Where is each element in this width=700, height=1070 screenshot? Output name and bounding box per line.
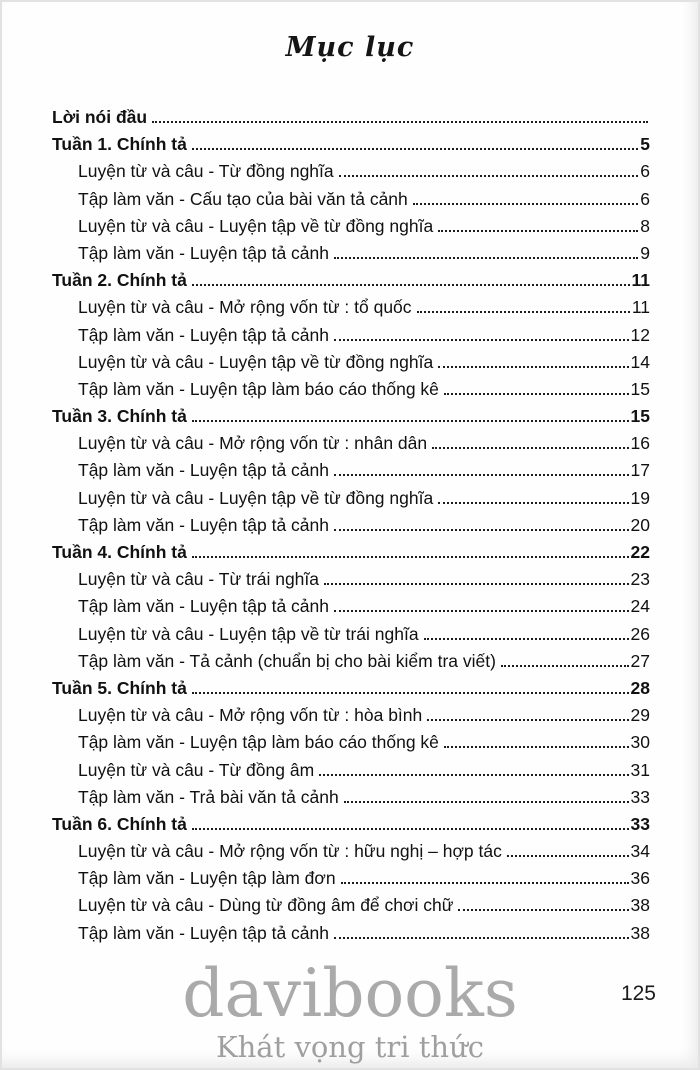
watermark-slogan: Khát vọng tri thức bbox=[215, 1030, 485, 1064]
toc-leader-dots bbox=[424, 638, 629, 640]
toc-entry-label: Luyện từ và câu - Luyện tập về từ đồng nghĩa bbox=[78, 351, 434, 372]
toc-entry-page: 36 bbox=[630, 868, 650, 889]
toc-entry bbox=[52, 240, 650, 267]
toc-entry-page: 22 bbox=[630, 542, 650, 562]
toc-entry bbox=[52, 757, 650, 784]
toc-leader-dots bbox=[438, 230, 638, 232]
toc-entry bbox=[52, 621, 650, 648]
toc-leader-dots bbox=[324, 583, 629, 585]
toc-entry bbox=[52, 430, 650, 457]
toc-entry bbox=[52, 892, 650, 919]
toc-entry bbox=[52, 158, 650, 185]
toc-leader-dots bbox=[334, 529, 629, 531]
toc-entry-label: Luyện từ và câu - Từ trái nghĩa bbox=[78, 569, 320, 590]
toc-entry-page: 38 bbox=[630, 895, 650, 916]
toc-entry-page: 19 bbox=[630, 487, 650, 508]
watermark bbox=[0, 955, 700, 1064]
toc-leader-dots bbox=[192, 420, 629, 422]
toc-entry-label: Tuần 3. Chính tả bbox=[52, 406, 187, 427]
toc-entry-page: 8 bbox=[640, 215, 650, 236]
toc-entry bbox=[52, 784, 650, 811]
toc-entry bbox=[52, 811, 650, 838]
toc-entry bbox=[52, 376, 650, 403]
toc-entry-page: 15 bbox=[630, 378, 650, 399]
toc-leader-dots bbox=[344, 801, 629, 803]
toc-entry-page: 9 bbox=[640, 242, 650, 263]
toc-entry-label: Tập làm văn - Cấu tạo của bài văn tả cảnh bbox=[78, 188, 408, 209]
toc-entry bbox=[52, 566, 650, 593]
toc-entry bbox=[52, 131, 650, 158]
toc-entry-page: 38 bbox=[630, 922, 650, 943]
toc-entry-label: Tập làm văn - Luyện tập làm báo cáo thống kê bbox=[78, 378, 439, 399]
toc-leader-dots bbox=[192, 828, 629, 830]
toc-leader-dots bbox=[152, 121, 648, 123]
toc-leader-dots bbox=[192, 284, 630, 286]
toc-entry-label: Tuần 2. Chính tả bbox=[52, 270, 187, 291]
toc-list bbox=[52, 104, 650, 947]
toc-leader-dots bbox=[192, 556, 629, 558]
toc-entry-label: Tập làm văn - Trả bài văn tả cảnh bbox=[78, 786, 339, 807]
toc-entry bbox=[52, 403, 650, 430]
toc-entry-page: 30 bbox=[630, 732, 650, 753]
toc-entry bbox=[52, 294, 650, 321]
toc-entry bbox=[52, 675, 650, 702]
toc-entry-label: Tập làm văn - Luyện tập tả cảnh bbox=[78, 324, 329, 345]
toc-entry bbox=[52, 593, 650, 620]
toc-entry-page: 28 bbox=[630, 677, 650, 698]
toc-entry bbox=[52, 648, 650, 675]
toc-entry bbox=[52, 920, 650, 947]
toc-entry-page: 6 bbox=[640, 161, 650, 182]
toc-entry bbox=[52, 838, 650, 865]
toc-entry-label: Luyện từ và câu - Dùng từ đồng âm để chơi chữ bbox=[78, 895, 454, 916]
toc-entry bbox=[52, 865, 650, 892]
toc-entry-page: 23 bbox=[630, 569, 650, 590]
toc-leader-dots bbox=[458, 909, 628, 911]
toc-entry-label: Tuần 5. Chính tả bbox=[52, 677, 187, 698]
toc-entry-page: 12 bbox=[630, 324, 650, 345]
toc-entry-label: Luyện từ và câu - Mở rộng vốn từ : hòa bình bbox=[78, 705, 423, 726]
toc-entry-page: 27 bbox=[630, 650, 650, 671]
toc-entry-label: Tập làm văn - Luyện tập tả cảnh bbox=[78, 596, 329, 617]
toc-leader-dots bbox=[334, 937, 629, 939]
toc-leader-dots bbox=[507, 855, 629, 857]
toc-leader-dots bbox=[501, 665, 629, 667]
toc-entry-page: 14 bbox=[630, 351, 650, 372]
toc-leader-dots bbox=[192, 692, 629, 694]
toc-leader-dots bbox=[413, 203, 638, 205]
toc-entry bbox=[52, 213, 650, 240]
toc-entry-label: Tập làm văn - Tả cảnh (chuẩn bị cho bài kiểm tra viết) bbox=[78, 650, 496, 671]
toc-leader-dots bbox=[334, 474, 629, 476]
toc-entry bbox=[52, 485, 650, 512]
toc-entry-label: Luyện từ và câu - Mở rộng vốn từ : tổ quốc bbox=[78, 297, 412, 318]
toc-entry-label: Tập làm văn - Luyện tập tả cảnh bbox=[78, 922, 329, 943]
toc-entry-label: Tập làm văn - Luyện tập làm đơn bbox=[78, 868, 336, 889]
toc-entry bbox=[52, 349, 650, 376]
toc-leader-dots bbox=[334, 610, 629, 612]
toc-entry-label: Tuần 4. Chính tả bbox=[52, 542, 187, 562]
toc-entry-label: Luyện từ và câu - Từ đồng âm bbox=[78, 759, 315, 780]
toc-entry-page: 11 bbox=[631, 270, 650, 291]
toc-leader-dots bbox=[319, 774, 628, 776]
toc-leader-dots bbox=[334, 257, 638, 259]
toc-entry-label: Tập làm văn - Luyện tập tả cảnh bbox=[78, 242, 329, 263]
toc-entry-page: 17 bbox=[630, 460, 650, 481]
toc-entry bbox=[52, 104, 650, 131]
toc-leader-dots bbox=[438, 502, 628, 504]
toc-entry bbox=[52, 539, 650, 566]
toc-entry-page: 5 bbox=[640, 134, 650, 155]
toc-leader-dots bbox=[438, 366, 628, 368]
toc-entry-page: 11 bbox=[631, 297, 650, 318]
toc-entry bbox=[52, 457, 650, 484]
toc-entry-page: 33 bbox=[630, 813, 650, 834]
toc-entry-page: 29 bbox=[630, 705, 650, 726]
toc-entry bbox=[52, 702, 650, 729]
toc-leader-dots bbox=[444, 393, 629, 395]
toc-leader-dots bbox=[432, 447, 628, 449]
toc-entry-page: 26 bbox=[630, 623, 650, 644]
toc-leader-dots bbox=[192, 148, 638, 150]
toc-entry-label: Luyện từ và câu - Luyện tập về từ đồng nghĩa bbox=[78, 215, 434, 236]
toc-entry-page: 15 bbox=[630, 406, 650, 427]
toc-entry-label: Tuần 1. Chính tả bbox=[52, 134, 187, 155]
page-number: 125 bbox=[620, 982, 656, 1005]
toc-entry-page: 33 bbox=[630, 786, 650, 807]
toc-entry-label: Luyện từ và câu - Luyện tập về từ đồng nghĩa bbox=[78, 487, 434, 508]
toc-leader-dots bbox=[334, 339, 629, 341]
toc-leader-dots bbox=[444, 746, 629, 748]
toc-leader-dots bbox=[341, 882, 629, 884]
toc-entry-page: 34 bbox=[630, 841, 650, 862]
toc-leader-dots bbox=[339, 175, 639, 177]
toc-entry bbox=[52, 267, 650, 294]
toc-leader-dots bbox=[417, 311, 630, 313]
toc-entry-label: Tập làm văn - Luyện tập tả cảnh bbox=[78, 460, 329, 481]
toc-entry bbox=[52, 322, 650, 349]
toc-entry-label: Luyện từ và câu - Từ đồng nghĩa bbox=[78, 161, 334, 182]
toc-entry-page: 20 bbox=[630, 514, 650, 535]
toc-leader-dots bbox=[427, 719, 628, 721]
toc-entry-label: Tập làm văn - Luyện tập tả cảnh bbox=[78, 514, 329, 535]
toc-entry-page: 31 bbox=[630, 759, 650, 780]
toc-entry-label: Tập làm văn - Luyện tập làm báo cáo thống kê bbox=[78, 732, 439, 753]
toc-entry-label: Tuần 6. Chính tả bbox=[52, 813, 187, 834]
toc-entry-page: 24 bbox=[630, 596, 650, 617]
toc-entry-page: 6 bbox=[640, 188, 650, 209]
toc-entry bbox=[52, 512, 650, 539]
toc-entry bbox=[52, 729, 650, 756]
toc-entry-label: Luyện từ và câu - Mở rộng vốn từ : hữu nghị – hợp tác bbox=[78, 841, 502, 862]
page-title: Mục lục bbox=[285, 32, 415, 63]
toc-entry-label: Luyện từ và câu - Luyện tập về từ trái nghĩa bbox=[78, 623, 419, 644]
toc-entry-page: 16 bbox=[630, 433, 650, 454]
watermark-logo: davibooks bbox=[182, 955, 518, 1032]
toc-entry bbox=[52, 186, 650, 213]
toc-entry-label: Lời nói đầu bbox=[52, 107, 148, 127]
toc-entry-label: Luyện từ và câu - Mở rộng vốn từ : nhân dân bbox=[78, 433, 428, 454]
